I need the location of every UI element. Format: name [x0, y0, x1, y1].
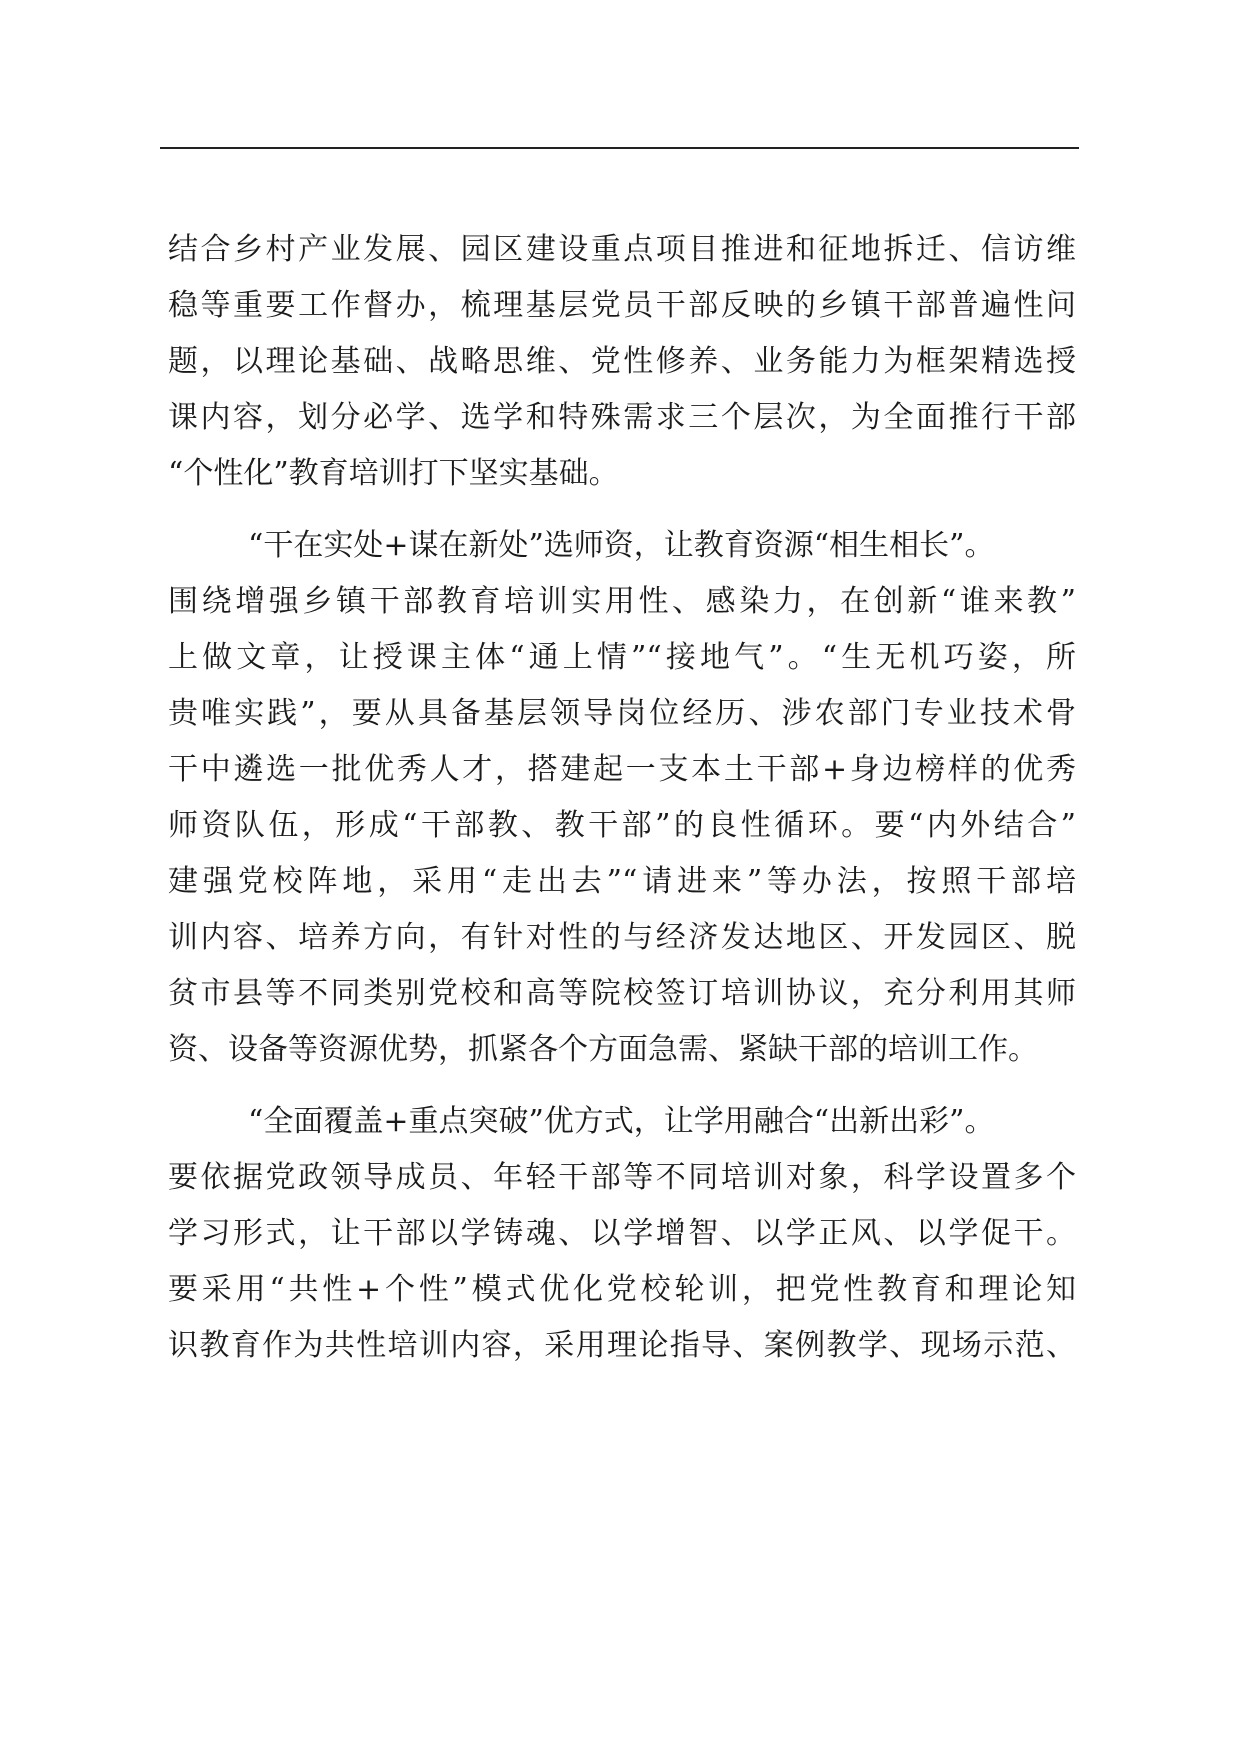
text-line: 资、设备等资源优势，抓紧各个方面急需、紧缺干部的培训工作。 [168, 1032, 1038, 1067]
text-line: “全面覆盖+重点突破”优方式，让学用融合“出新出彩”。 [248, 1104, 995, 1139]
text-line: “干在实处+谋在新处”选师资，让教育资源“相生相长”。 [248, 528, 995, 563]
text-line: 结合乡村产业发展、园区建设重点项目推进和征地拆迁、信访维 [168, 232, 1076, 267]
text-line: 围绕增强乡镇干部教育培训实用性、感染力，在创新“谁来教” [168, 584, 1076, 619]
text-line: 贵唯实践”，要从具备基层领导岗位经历、涉农部门专业技术骨 [168, 696, 1076, 731]
text-line: 师资队伍，形成“干部教、教干部”的良性循环。要“内外结合” [168, 808, 1076, 843]
text-line: “个性化”教育培训打下坚实基础。 [168, 456, 619, 491]
document-body [168, 222, 1076, 1374]
text-line: 稳等重要工作督办，梳理基层党员干部反映的乡镇干部普遍性问 [168, 288, 1076, 323]
text-line: 要依据党政领导成员、年轻干部等不同培训对象，科学设置多个 [168, 1160, 1076, 1195]
text-line: 题，以理论基础、战略思维、党性修养、业务能力为框架精选授 [168, 344, 1076, 379]
header-rule [160, 147, 1079, 149]
paragraph [168, 1094, 1076, 1374]
text-line: 识教育作为共性培训内容，采用理论指导、案例教学、现场示范、 [168, 1328, 1076, 1363]
paragraph-gap [168, 502, 1076, 518]
paragraph [168, 222, 1076, 502]
text-line: 训内容、培养方向，有针对性的与经济发达地区、开发园区、脱 [168, 920, 1076, 955]
paragraph [168, 518, 1076, 1078]
paragraph-gap [168, 1078, 1076, 1094]
text-line: 建强党校阵地，采用“走出去”“请进来”等办法，按照干部培 [168, 864, 1076, 899]
text-line: 上做文章，让授课主体“通上情”“接地气”。“生无机巧姿，所 [168, 640, 1076, 675]
text-line: 干中遴选一批优秀人才，搭建起一支本土干部+身边榜样的优秀 [168, 752, 1076, 787]
text-line: 课内容，划分必学、选学和特殊需求三个层次，为全面推行干部 [168, 400, 1076, 435]
text-line: 贫市县等不同类别党校和高等院校签订培训协议，充分利用其师 [168, 976, 1076, 1011]
text-line: 要采用“共性+个性”模式优化党校轮训，把党性教育和理论知 [168, 1272, 1076, 1307]
text-line: 学习形式，让干部以学铸魂、以学增智、以学正风、以学促干。 [168, 1216, 1076, 1251]
